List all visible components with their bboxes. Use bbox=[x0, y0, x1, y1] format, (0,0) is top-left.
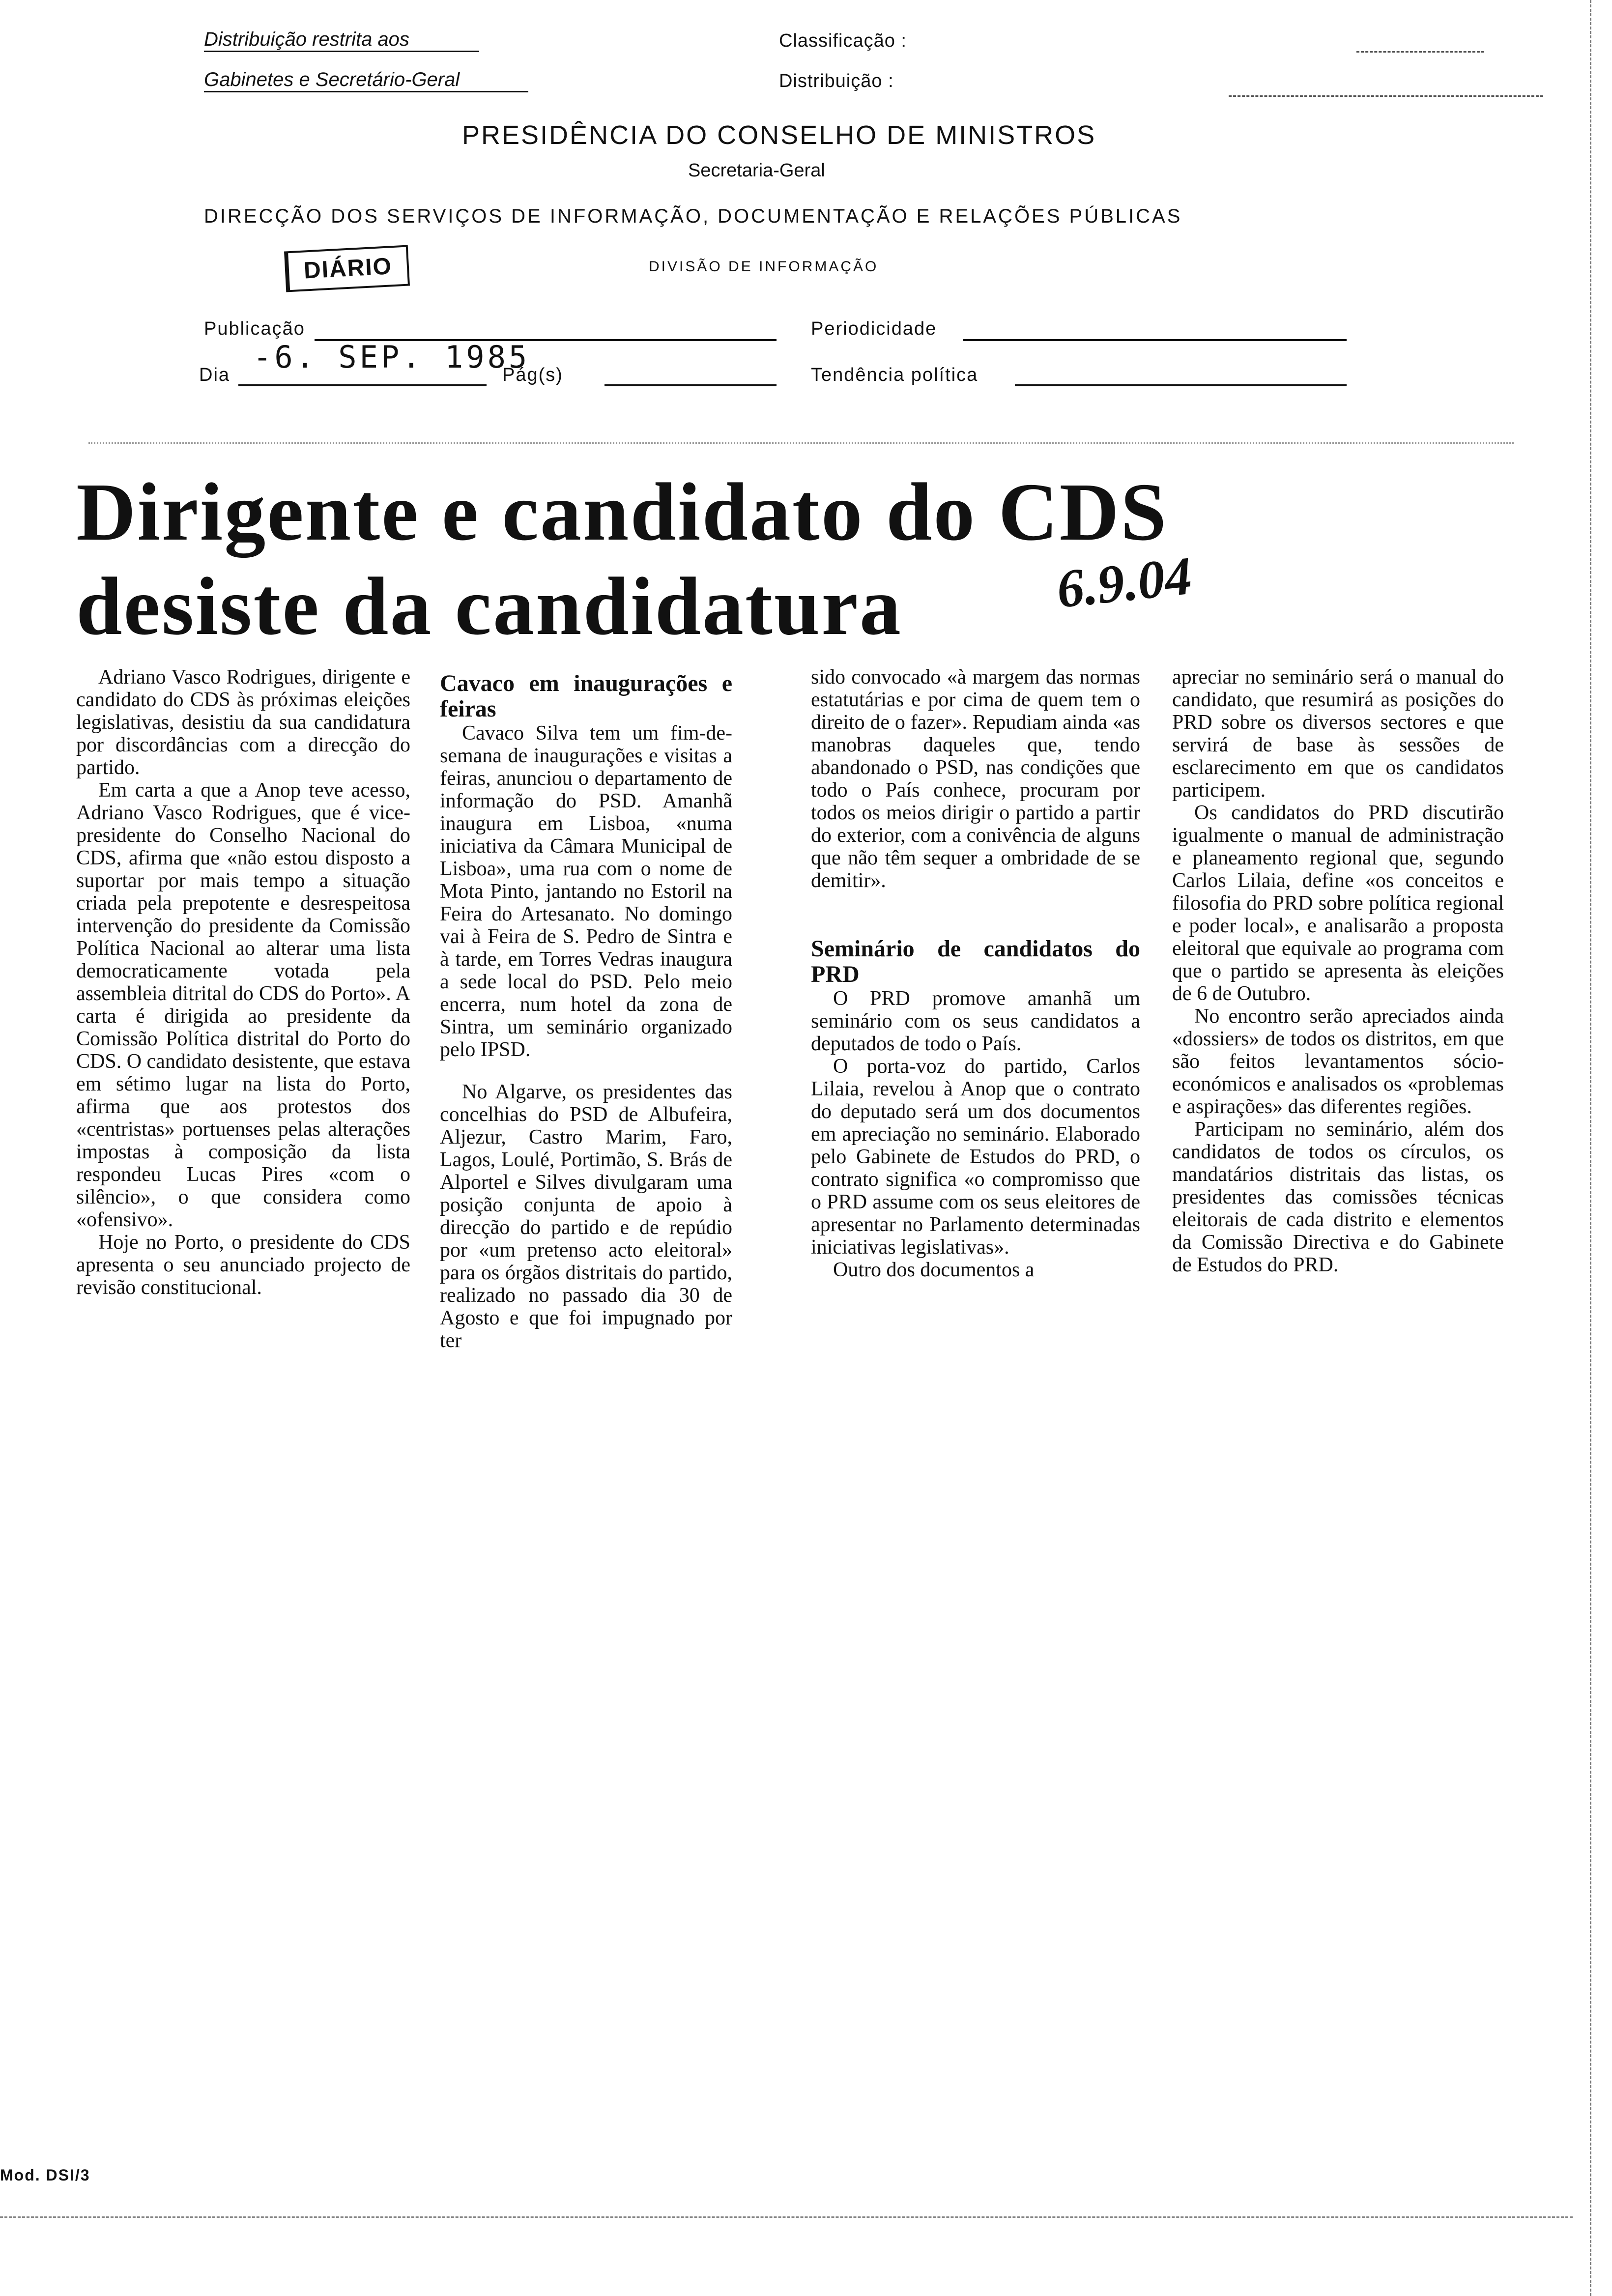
periodicidade-line bbox=[963, 339, 1347, 341]
periodicidade-label: Periodicidade bbox=[811, 318, 937, 339]
divisao-label: DIVISÃO DE INFORMAÇÃO bbox=[649, 258, 879, 275]
distribuicao-label: Distribuição : bbox=[779, 71, 894, 91]
footer-noise-line bbox=[0, 2216, 1573, 2218]
col3-subhead: Seminário de candidatos do PRD bbox=[811, 936, 1140, 987]
pags-line bbox=[604, 384, 777, 386]
distribuicao-line bbox=[1229, 95, 1543, 97]
article-column-3 bbox=[811, 666, 1140, 1281]
article-column-2 bbox=[440, 671, 732, 1352]
direccao-title: DIRECÇÃO DOS SERVIÇOS DE INFORMAÇÃO, DOCUMENTAÇÃO E RELAÇÕES PÚBLICAS bbox=[204, 205, 1182, 227]
col4-paragraph: Participam no seminário, além dos candidatos de todos os círculos, os mandatários distritais das listas, os presidentes das comissões técnicas eleitorais de cada distrito e elementos da Comissão Directiva e do Gabinete de Estudos do PRD. bbox=[1172, 1118, 1504, 1276]
col2-paragraph: No Algarve, os presidentes das concelhias do PSD de Albufeira, Aljezur, Castro Marim, Faro, Lagos, Loulé, Portimão, S. Brás de Alportel e Silves divulgaram uma posição conjunta de apoio à direcção do partido e de repúdio por «um pretenso acto eleitoral» para os órgãos distritais do partido, realizado no passado dia 30 de Agosto e que foi impugnado por ter bbox=[440, 1081, 732, 1352]
col2-paragraph: Cavaco Silva tem um fim-de-semana de inaugurações e visitas a feiras, anunciou o departamento de informação do PSD. Amanhã inaugura em Lisboa, «numa iniciativa da Câmara Municipal de Lisboa», uma rua com o nome de Mota Pinto, jantando no Estoril na Feira do Artesanato. No domingo vai à Feira de S. Pedro de Sintra e à tarde, em Torres Vedras inaugura a sede local do PSD. Pelo meio encerra, num hotel da zona de Sintra, um seminário organizado pelo IPSD. bbox=[440, 722, 732, 1061]
article-column-1 bbox=[76, 666, 410, 1299]
dia-line bbox=[238, 384, 487, 386]
org-subtitle: Secretaria-Geral bbox=[688, 160, 825, 181]
article-column-4 bbox=[1172, 666, 1504, 1276]
col1-paragraph: Adriano Vasco Rodrigues, dirigente e candidato do CDS às próximas eleições legislativas, desistiu da sua candidatura por discordâncias com a direcção do partido. bbox=[76, 666, 410, 779]
date-stamp: -6. SEP. 1985 bbox=[253, 339, 530, 375]
publicacao-label: Publicação bbox=[204, 318, 305, 339]
col4-continued-paragraph: apreciar no seminário será o manual do candidato, que resumirá as posições do PRD sobre os diversos sectores e que servirá de base às sessões de esclarecimento em que os candidatos participem. bbox=[1172, 666, 1504, 802]
org-title: PRESIDÊNCIA DO CONSELHO DE MINISTROS bbox=[462, 120, 1096, 150]
publication-stamp: DIÁRIO bbox=[284, 245, 410, 292]
dia-label: Dia bbox=[199, 365, 230, 385]
classificacao-label: Classificação : bbox=[779, 30, 907, 51]
handwritten-note: 6.9.04 bbox=[1054, 545, 1195, 620]
scan-noise-line bbox=[88, 442, 1514, 444]
restriction-line-2: Gabinetes e Secretário-Geral bbox=[204, 69, 528, 92]
col1-paragraph: Em carta a que a Anop teve acesso, Adriano Vasco Rodrigues, que é vice-presidente do Conselho Nacional do CDS, afirma que «não estou disposto a suportar por mais tempo a situação criada pela prepotente e desrespeitosa intervenção do presidente da Comissão Política Nacional ao alterar uma lista democraticamente votada pela assembleia ditrital do CDS do Porto». A carta é dirigida ao presidente da Comissão Política distrital do Porto do CDS. O candidato desistente, que estava em sétimo lugar na lista do Porto, afirma que aos protestos dos «centristas» portuenses pelas alterações impostas à composição da lista respondeu Lucas Pires «com o silêncio», o que considera como «ofensivo». bbox=[76, 779, 410, 1231]
page-edge-line bbox=[1590, 0, 1591, 2296]
col3-paragraph: O PRD promove amanhã um seminário com os seus candidatos a deputados de todo o País. bbox=[811, 987, 1140, 1055]
col1-paragraph: Hoje no Porto, o presidente do CDS apresenta o seu anunciado projecto de revisão constitucional. bbox=[76, 1231, 410, 1299]
col3-continued-paragraph: sido convocado «à margem das normas estatutárias e por cima de quem tem o direito de o fazer». Repudiam ainda «as manobras daqueles que, tendo abandonado o PSD, nas condições que todo o País conhece, procuram por todos os meios dirigir o partido a partir do exterior, com a conivência de alguns que não têm sequer a ombridade de se demitir». bbox=[811, 666, 1140, 892]
col2-subhead: Cavaco em inaugurações e feiras bbox=[440, 670, 732, 722]
classificacao-line bbox=[1356, 51, 1484, 53]
tendencia-label: Tendência política bbox=[811, 365, 979, 385]
tendencia-line bbox=[1015, 384, 1347, 386]
form-model-code: Mod. DSI/3 bbox=[0, 2166, 90, 2184]
col4-paragraph: Os candidatos do PRD discutirão igualmente o manual de administração e planeamento regional que, segundo Carlos Lilaia, define «os conceitos e filosofia do PRD sobre política regional e poder local», e analisarão a proposta eleitoral que equivale ao programa com que o partido se apresenta às eleições de 6 de Outubro. bbox=[1172, 802, 1504, 1005]
headline-line-1: Dirigente e candidato do CDS bbox=[76, 466, 1168, 558]
pags-label: Pág(s) bbox=[502, 365, 563, 385]
col3-paragraph: O porta-voz do partido, Carlos Lilaia, revelou à Anop que o contrato do deputado será um dos documentos em apreciação no seminário. Elaborado pelo Gabinete de Estudos do PRD, o contrato significa «o compromisso que o PRD assume com os seus eleitores de apresentar no Parlamento determinadas iniciativas legislativas». bbox=[811, 1055, 1140, 1259]
col3-paragraph: Outro dos documentos a bbox=[833, 1259, 1035, 1281]
restriction-line-1: Distribuição restrita aos bbox=[204, 29, 479, 52]
col4-paragraph: No encontro serão apreciados ainda «dossiers» de todos os distritos, em que são feitos levantamentos sócio-económicos e analisados os «problemas e aspirações» das diferentes regiões. bbox=[1172, 1005, 1504, 1118]
headline-line-2: desiste da candidatura bbox=[76, 561, 902, 652]
